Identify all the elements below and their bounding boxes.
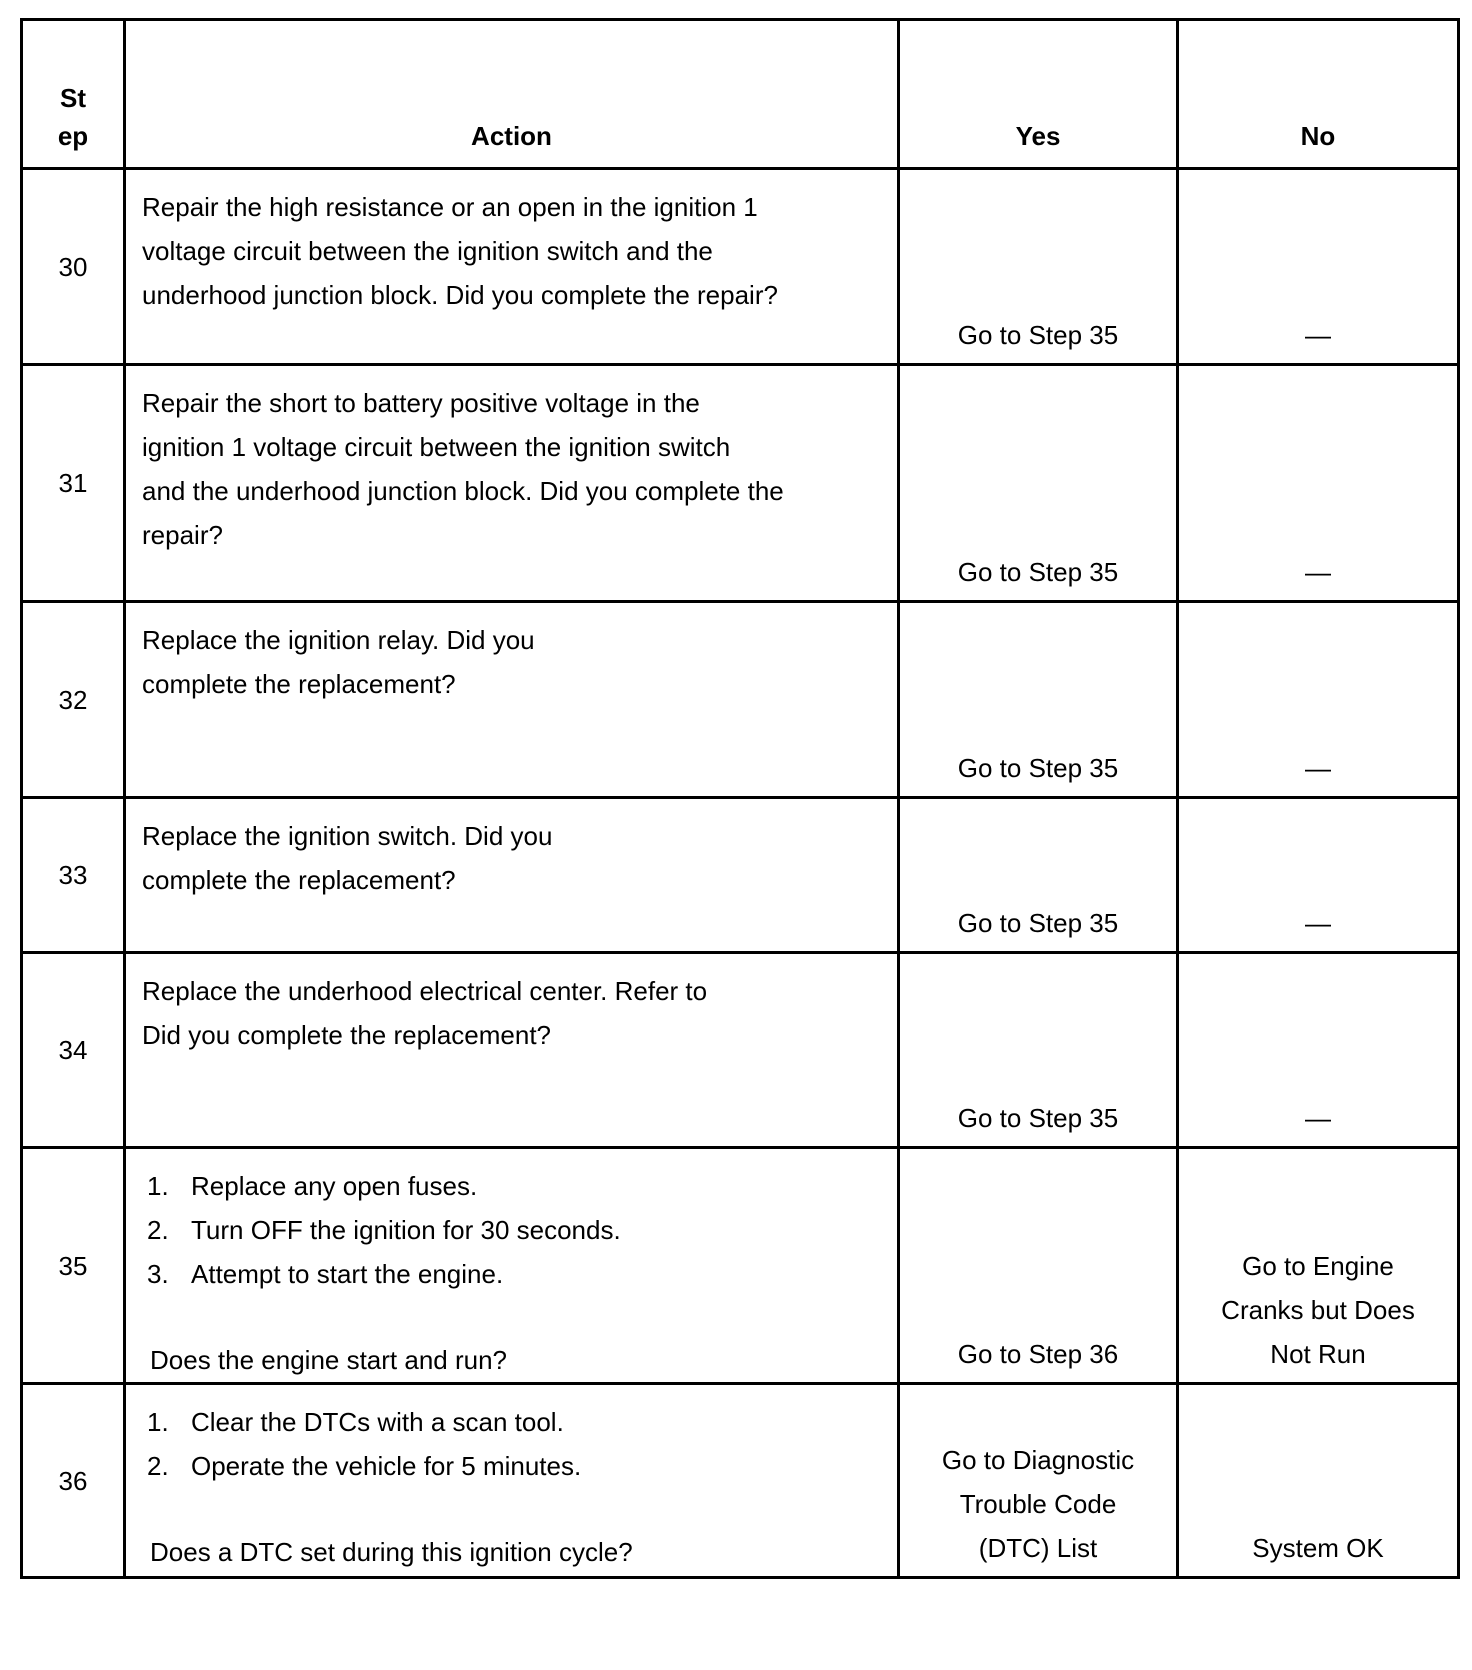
yes-cell: Go to Step 35 — [899, 798, 1178, 953]
action-line: and the underhood junction block. Did you complete the — [142, 476, 784, 506]
action-line: Repair the high resistance or an open in the ignition 1 — [142, 192, 758, 222]
header-row — [22, 20, 1459, 169]
no-cell: System OK — [1178, 1384, 1459, 1578]
action-cell — [125, 169, 899, 365]
action-cell — [125, 602, 899, 798]
action-line: ignition 1 voltage circuit between the ignition switch — [142, 432, 731, 462]
yes-line: Go to Diagnostic — [941, 1445, 1135, 1475]
table-row — [22, 1148, 1459, 1384]
action-line: Replace the ignition relay. Did you — [142, 625, 535, 655]
step-number: 33 — [22, 798, 125, 953]
list-number: 2. — [147, 1451, 169, 1481]
action-line: complete the replacement? — [142, 865, 456, 895]
list-item — [142, 1400, 883, 1444]
list-text: Turn OFF the ignition for 30 seconds. — [191, 1215, 621, 1245]
yes-line: (DTC) List — [978, 1533, 1098, 1563]
action-line: Did you complete the replacement? — [142, 1020, 552, 1050]
yes-cell: Go to Step 36 — [899, 1148, 1178, 1384]
action-question: Does the engine start and run? — [150, 1345, 508, 1375]
list-number: 2. — [147, 1215, 169, 1245]
yes-cell: Go to Step 35 — [899, 953, 1178, 1148]
action-cell — [125, 365, 899, 602]
no-cell: — — [1178, 798, 1459, 953]
no-cell — [1178, 1148, 1459, 1384]
step-number: 32 — [22, 602, 125, 798]
list-text: Attempt to start the engine. — [191, 1259, 504, 1289]
header-step-line1: St — [60, 83, 86, 113]
step-number: 36 — [22, 1384, 125, 1578]
action-list — [142, 1400, 883, 1488]
list-number: 3. — [147, 1259, 169, 1289]
list-item — [142, 1252, 883, 1296]
action-cell — [125, 953, 899, 1148]
table-row — [22, 602, 1459, 798]
action-line: repair? — [142, 520, 223, 550]
action-list — [142, 1164, 883, 1296]
step-number: 34 — [22, 953, 125, 1148]
yes-line: Trouble Code — [959, 1489, 1117, 1519]
action-question: Does a DTC set during this ignition cycle? — [150, 1537, 633, 1567]
action-line: underhood junction block. Did you complete the repair? — [142, 280, 778, 310]
table-row — [22, 365, 1459, 602]
list-text: Replace any open fuses. — [191, 1171, 478, 1201]
yes-cell: Go to Step 35 — [899, 602, 1178, 798]
no-cell: — — [1178, 365, 1459, 602]
action-line: Repair the short to battery positive voltage in the — [142, 388, 700, 418]
action-line: Replace the underhood electrical center. Refer to — [142, 976, 708, 1006]
action-line: complete the replacement? — [142, 669, 456, 699]
action-cell — [125, 1384, 899, 1578]
step-number: 35 — [22, 1148, 125, 1384]
header-step-line2: ep — [57, 121, 89, 151]
step-number: 31 — [22, 365, 125, 602]
yes-cell: Go to Step 35 — [899, 169, 1178, 365]
yes-cell — [899, 1384, 1178, 1578]
no-cell: — — [1178, 169, 1459, 365]
table-row — [22, 798, 1459, 953]
diagnostic-table — [20, 18, 1460, 1579]
no-cell: — — [1178, 602, 1459, 798]
no-line: Go to Engine — [1242, 1251, 1394, 1281]
table-row — [22, 953, 1459, 1148]
list-number: 1. — [147, 1171, 169, 1201]
header-yes: Yes — [899, 20, 1178, 169]
table-row — [22, 1384, 1459, 1578]
action-line: voltage circuit between the ignition switch and the — [142, 236, 713, 266]
list-item — [142, 1164, 883, 1208]
step-number: 30 — [22, 169, 125, 365]
header-step — [22, 20, 125, 169]
table-row — [22, 169, 1459, 365]
list-number: 1. — [147, 1407, 169, 1437]
list-text: Operate the vehicle for 5 minutes. — [191, 1451, 582, 1481]
list-item — [142, 1208, 883, 1252]
action-cell — [125, 1148, 899, 1384]
action-cell — [125, 798, 899, 953]
header-action: Action — [125, 20, 899, 169]
no-line: Not Run — [1270, 1339, 1366, 1369]
action-line: Replace the ignition switch. Did you — [142, 821, 553, 851]
list-text: Clear the DTCs with a scan tool. — [191, 1407, 564, 1437]
list-item — [142, 1444, 883, 1488]
header-no: No — [1178, 20, 1459, 169]
yes-cell: Go to Step 35 — [899, 365, 1178, 602]
no-line: Cranks but Does — [1221, 1295, 1415, 1325]
no-cell: — — [1178, 953, 1459, 1148]
